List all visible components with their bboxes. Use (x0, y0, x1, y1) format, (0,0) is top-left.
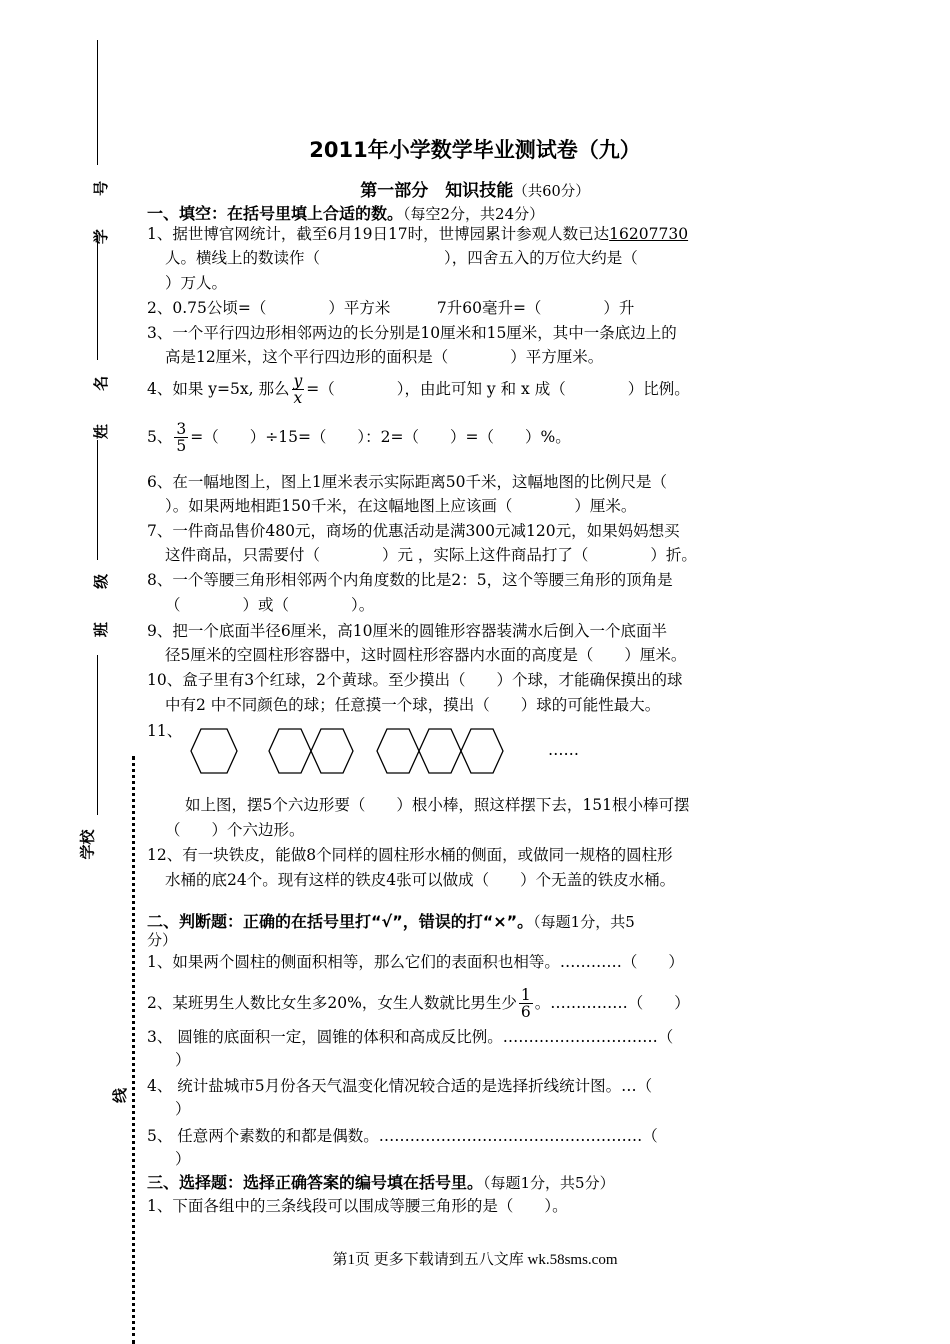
q5-text-a: 5、 (147, 427, 173, 446)
j2-text-a: 2、某班男生人数比女生多20%，女生人数就比男生少 (147, 993, 517, 1012)
section2-heading-text: 二、判断题：正确的在括号里打“√”，错误的打“×”。 (147, 912, 534, 931)
j1-line: 1、如果两个圆柱的侧面积相等，那么它们的表面积也相等。…………（ ） (147, 953, 684, 971)
j3-line1: 3、 圆锥的底面积一定，圆锥的体积和高成反比例。…………………………（ (147, 1028, 674, 1046)
q6-line2: ）。如果两地相距150千米，在这幅地图上应该画（ ）厘米。 (165, 497, 637, 515)
section2-note-b (147, 929, 177, 950)
hexagon-pair (269, 729, 353, 773)
q1-line2: 人。横线上的数读作（ ），四舍五入的万位大约是（ (165, 249, 638, 267)
j4-line2: ） (175, 1100, 191, 1118)
hexagon-pattern-figure (185, 727, 505, 779)
j2-frac-num: 1 (520, 986, 531, 1004)
q9-line1: 9、把一个底面半径6厘米，高10厘米的圆锥形容器装满水后倒入一个底面半 (147, 622, 667, 640)
j2-line (147, 987, 690, 1021)
q11-ellipsis: …… (548, 741, 579, 759)
section2-heading (147, 909, 635, 932)
q2-line: 2、0.75公顷=（ ）平方米 7升60毫升=（ ）升 (147, 299, 635, 317)
page-footer: 第1页 更多下载请到五八文库 wk.58sms.com (332, 1252, 618, 1268)
q4-frac-den: x (293, 389, 303, 408)
binding-label-banji: 班 级 (92, 559, 111, 638)
section2-note-a: （每题1分，共5 (533, 913, 635, 931)
j5-line1: 5、 任意两个素数的和都是偶数。……………………………………………（ (147, 1127, 658, 1145)
q1-text-a: 1、据世博官网统计，截至6月19日17时，世博园累计参观人数已达 (147, 225, 610, 243)
q4-line (147, 373, 690, 407)
j3-line2: ） (175, 1051, 191, 1069)
part-title (0, 176, 950, 201)
binding-label-xuehao: 学 号 (92, 166, 111, 245)
q4-text-b: =（ ），由此可知 y 和 x 成（ ）比例。 (306, 379, 690, 398)
c1-line: 1、下面各组中的三条线段可以围成等腰三角形的是（ ）。 (147, 1197, 568, 1215)
q11-line1: 如上图，摆5个六边形要（ ）根小棒，照这样摆下去，151根小棒可摆 (185, 796, 690, 814)
q5-frac-den: 5 (176, 437, 187, 456)
q8-line2: （ ）或（ ）。 (165, 596, 375, 614)
q1-line3: ）万人。 (165, 274, 228, 292)
section3-heading (147, 1170, 615, 1193)
q10-line1: 10、盒子里有3个红球，2个黄球。至少摸出（ ）个球，才能确保摸出的球 (147, 671, 683, 689)
q10-line2: 中有2 中不同颜色的球；任意摸一个球，摸出（ ）球的可能性最大。 (165, 696, 661, 714)
q1-underlined-number: 16207730 (609, 225, 689, 243)
q5-frac-num: 3 (176, 420, 187, 438)
hexagon-triple (377, 729, 503, 773)
j4-line1: 4、 统计盐城市5月份各天气温变化情况较合适的是选择折线统计图。…（ (147, 1077, 653, 1095)
q12-line2: 水桶的底24个。现有这样的铁皮4张可以做成（ ）个无盖的铁皮水桶。 (165, 871, 676, 889)
q4-text-a: 4、如果 y=5x, 那么 (147, 379, 290, 398)
part-title-text: 第一部分 知识技能 (360, 181, 514, 201)
section2-note-b-text: 分） (147, 931, 178, 949)
q12-line1: 12、有一块铁皮，能做8个同样的圆柱形水桶的侧面，或做同一规格的圆柱形 (147, 846, 673, 864)
q4-fraction (292, 373, 305, 407)
q5-line (147, 421, 571, 455)
binding-label-xuexiao: 学校 (78, 829, 97, 860)
section1-heading (147, 201, 544, 224)
part-note: （共60分） (513, 184, 590, 200)
q3-line1: 3、一个平行四边形相邻两边的长分别是10厘米和15厘米，其中一条底边上的 (147, 324, 677, 342)
q9-line2: 径5厘米的空圆柱形容器中，这时圆柱形容器内水面的高度是（ ）厘米。 (165, 646, 687, 664)
q5-fraction (174, 421, 188, 455)
q7-line2: 这件商品，只需要付（ ）元 ，实际上这件商品打了（ ）折。 (165, 546, 697, 564)
q8-line1: 8、一个等腰三角形相邻两个内角度数的比是2：5，这个等腰三角形的顶角是 (147, 571, 673, 589)
binding-label-xingming: 姓 名 (92, 361, 111, 440)
j2-text-b: 。……………（ ） (534, 993, 690, 1012)
j2-frac-den: 6 (520, 1003, 531, 1022)
q11-line2: （ ）个六边形。 (165, 821, 305, 839)
section1-note: （每空2分，共24分） (403, 205, 545, 223)
q3-line2: 高是12厘米，这个平行四边形的面积是（ ）平方厘米。 (165, 348, 604, 366)
q11-number: 11、 (147, 722, 183, 740)
binding-line-banji (97, 440, 98, 560)
exam-title: 2011年小学数学毕业测试卷（九） (309, 138, 641, 162)
q4-frac-num: y (293, 372, 303, 390)
binding-line-xuexiao (97, 655, 98, 815)
binding-label-xian: 线 (111, 1087, 130, 1104)
q7-line1: 7、一件商品售价480元，商场的优惠活动是满300元减120元，如果妈妈想买 (147, 522, 680, 540)
q5-text-b: =（ ）÷15=（ ）：2=（ ）=（ ）%。 (190, 427, 571, 446)
j5-line2: ） (175, 1150, 191, 1168)
section3-note: （每题1分，共5分） (483, 1174, 615, 1192)
hexagon-1 (191, 729, 237, 773)
section1-heading-text: 一、填空：在括号里填上合适的数。 (147, 204, 404, 223)
binding-line-xingming (97, 235, 98, 360)
j2-fraction (519, 987, 533, 1021)
q1-line1 (147, 222, 688, 244)
q6-line1: 6、在一幅地图上，图上1厘米表示实际距离50千米，这幅地图的比例尺是（ (147, 473, 667, 491)
section3-heading-text: 三、选择题：选择正确答案的编号填在括号里。 (147, 1173, 484, 1192)
